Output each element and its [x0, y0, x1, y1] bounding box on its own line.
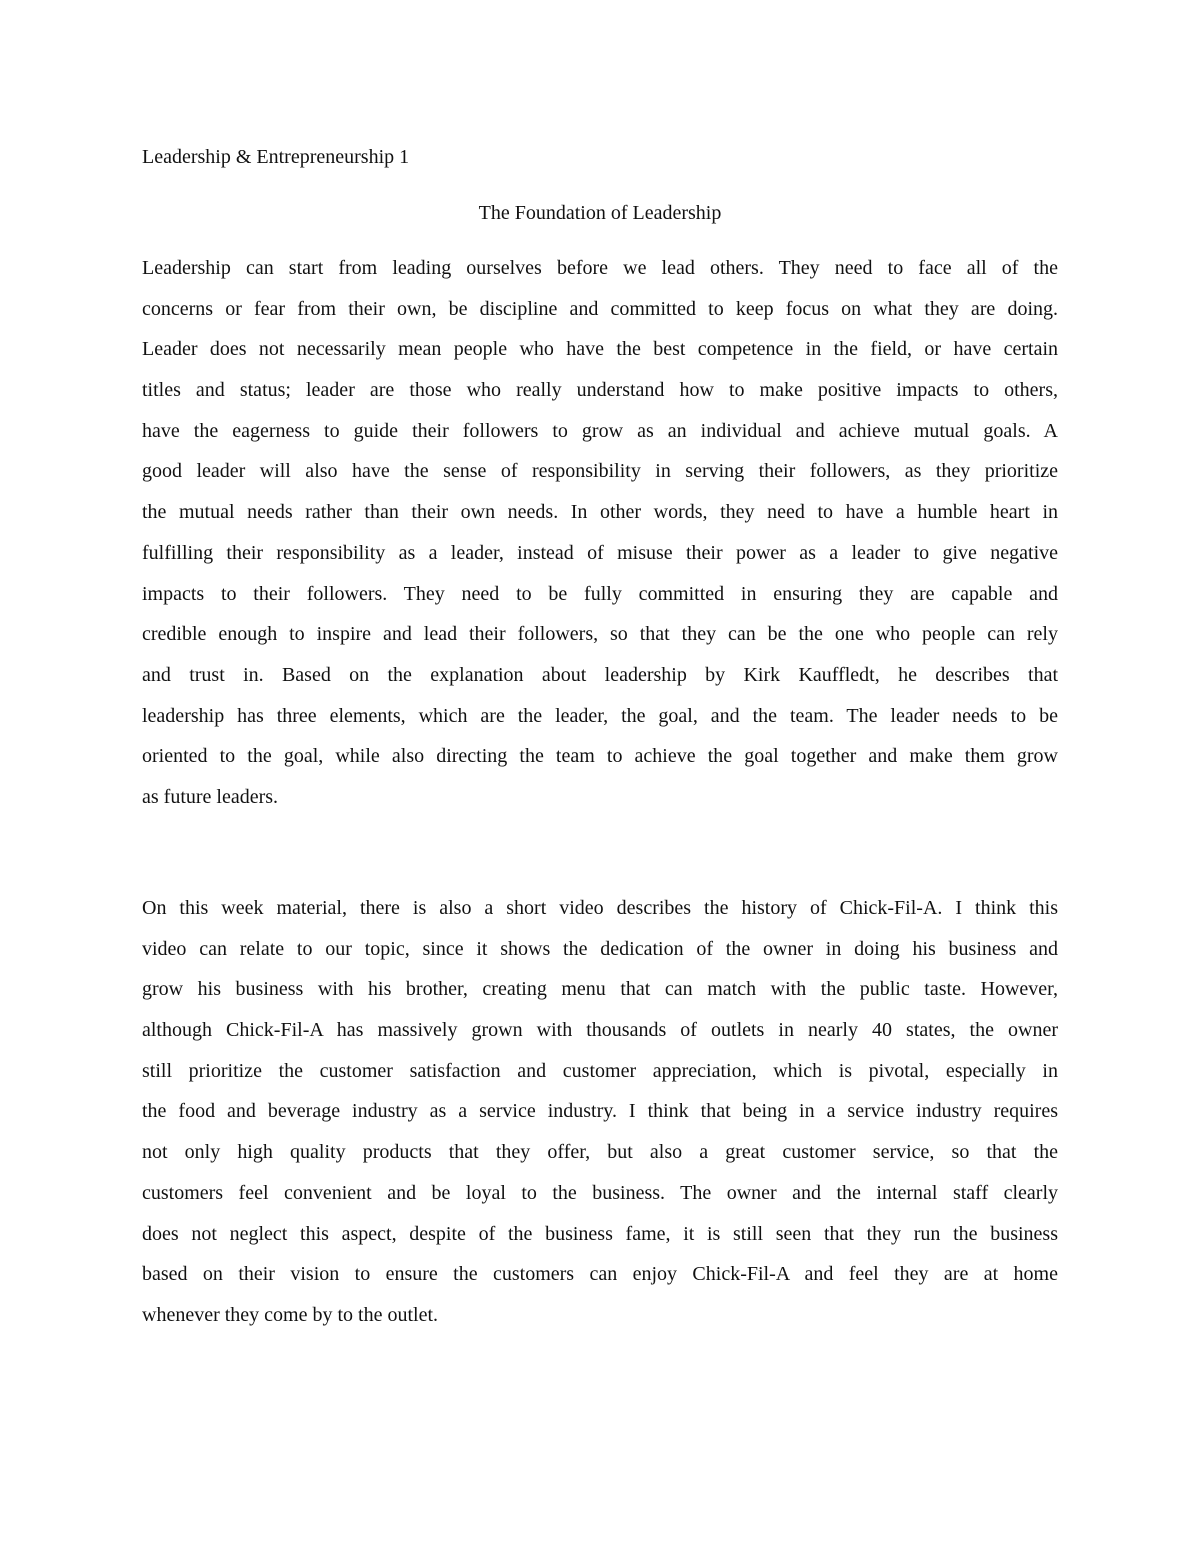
paragraph-line: titles and status; leader are those who really understand how to make positive impacts to others, — [142, 379, 1058, 402]
paragraph-line: Leadership can start from leading ourselves before we lead others. They need to face all of the — [142, 257, 1058, 279]
paragraph-line: concerns or fear from their own, be discipline and committed to keep focus on what they are doing. — [142, 297, 1058, 320]
paragraph-line: On this week material, there is also a short video describes the history of Chick-Fil-A. I think this — [142, 897, 1058, 919]
paragraph-line: the food and beverage industry as a service industry. I think that being in a service industry requires — [142, 1100, 1058, 1123]
paragraph-line: as future leaders. — [142, 785, 279, 808]
paragraph-line: leadership has three elements, which are the leader, the goal, and the team. The leader needs to be — [142, 704, 1058, 727]
paragraph-line: Leader does not necessarily mean people who have the best competence in the field, or have certain — [142, 338, 1058, 361]
paragraph-line: whenever they come by to the outlet. — [142, 1303, 439, 1326]
paragraph-chick-fil-a — [142, 888, 1058, 1336]
paragraph-line: have the eagerness to guide their followers to grow as an individual and achieve mutual goals. A — [142, 419, 1058, 442]
document-title: The Foundation of Leadership — [478, 202, 722, 224]
paragraph-line: impacts to their followers. They need to be fully committed in ensuring they are capable and — [142, 582, 1058, 605]
paragraph-line: credible enough to inspire and lead their followers, so that they can be the one who people can rely — [142, 623, 1058, 646]
paragraph-line: fulfilling their responsibility as a leader, instead of misuse their power as a leader to give negative — [142, 541, 1058, 564]
paragraph-line: the mutual needs rather than their own needs. In other words, they need to have a humble heart in — [142, 501, 1058, 524]
paragraph-line: oriented to the goal, while also directing the team to achieve the goal together and make them grow — [142, 745, 1058, 768]
paragraph-line: not only high quality products that they offer, but also a great customer service, so that the — [142, 1141, 1058, 1164]
paragraph-line: although Chick-Fil-A has massively grown with thousands of outlets in nearly 40 states, the owner — [142, 1019, 1058, 1042]
paragraph-leadership — [142, 248, 1058, 818]
paragraph-line: good leader will also have the sense of responsibility in serving their followers, as they prioritize — [142, 460, 1058, 483]
paragraph-line: does not neglect this aspect, despite of the business fame, it is still seen that they run the business — [142, 1222, 1058, 1245]
paragraph-line: and trust in. Based on the explanation about leadership by Kirk Kauffledt, he describes that — [142, 663, 1058, 686]
paragraph-line: based on their vision to ensure the customers can enjoy Chick-Fil-A and feel they are at home — [142, 1263, 1058, 1286]
course-header: Leadership & Entrepreneurship 1 — [142, 146, 410, 168]
paragraph-line: video can relate to our topic, since it shows the dedication of the owner in doing his business and — [142, 937, 1058, 960]
paragraph-line: customers feel convenient and be loyal to the business. The owner and the internal staff clearly — [142, 1181, 1058, 1204]
paragraph-line: grow his business with his brother, creating menu that can match with the public taste. However, — [142, 978, 1058, 1001]
paragraph-line: still prioritize the customer satisfaction and customer appreciation, which is pivotal, especially in — [142, 1059, 1058, 1082]
